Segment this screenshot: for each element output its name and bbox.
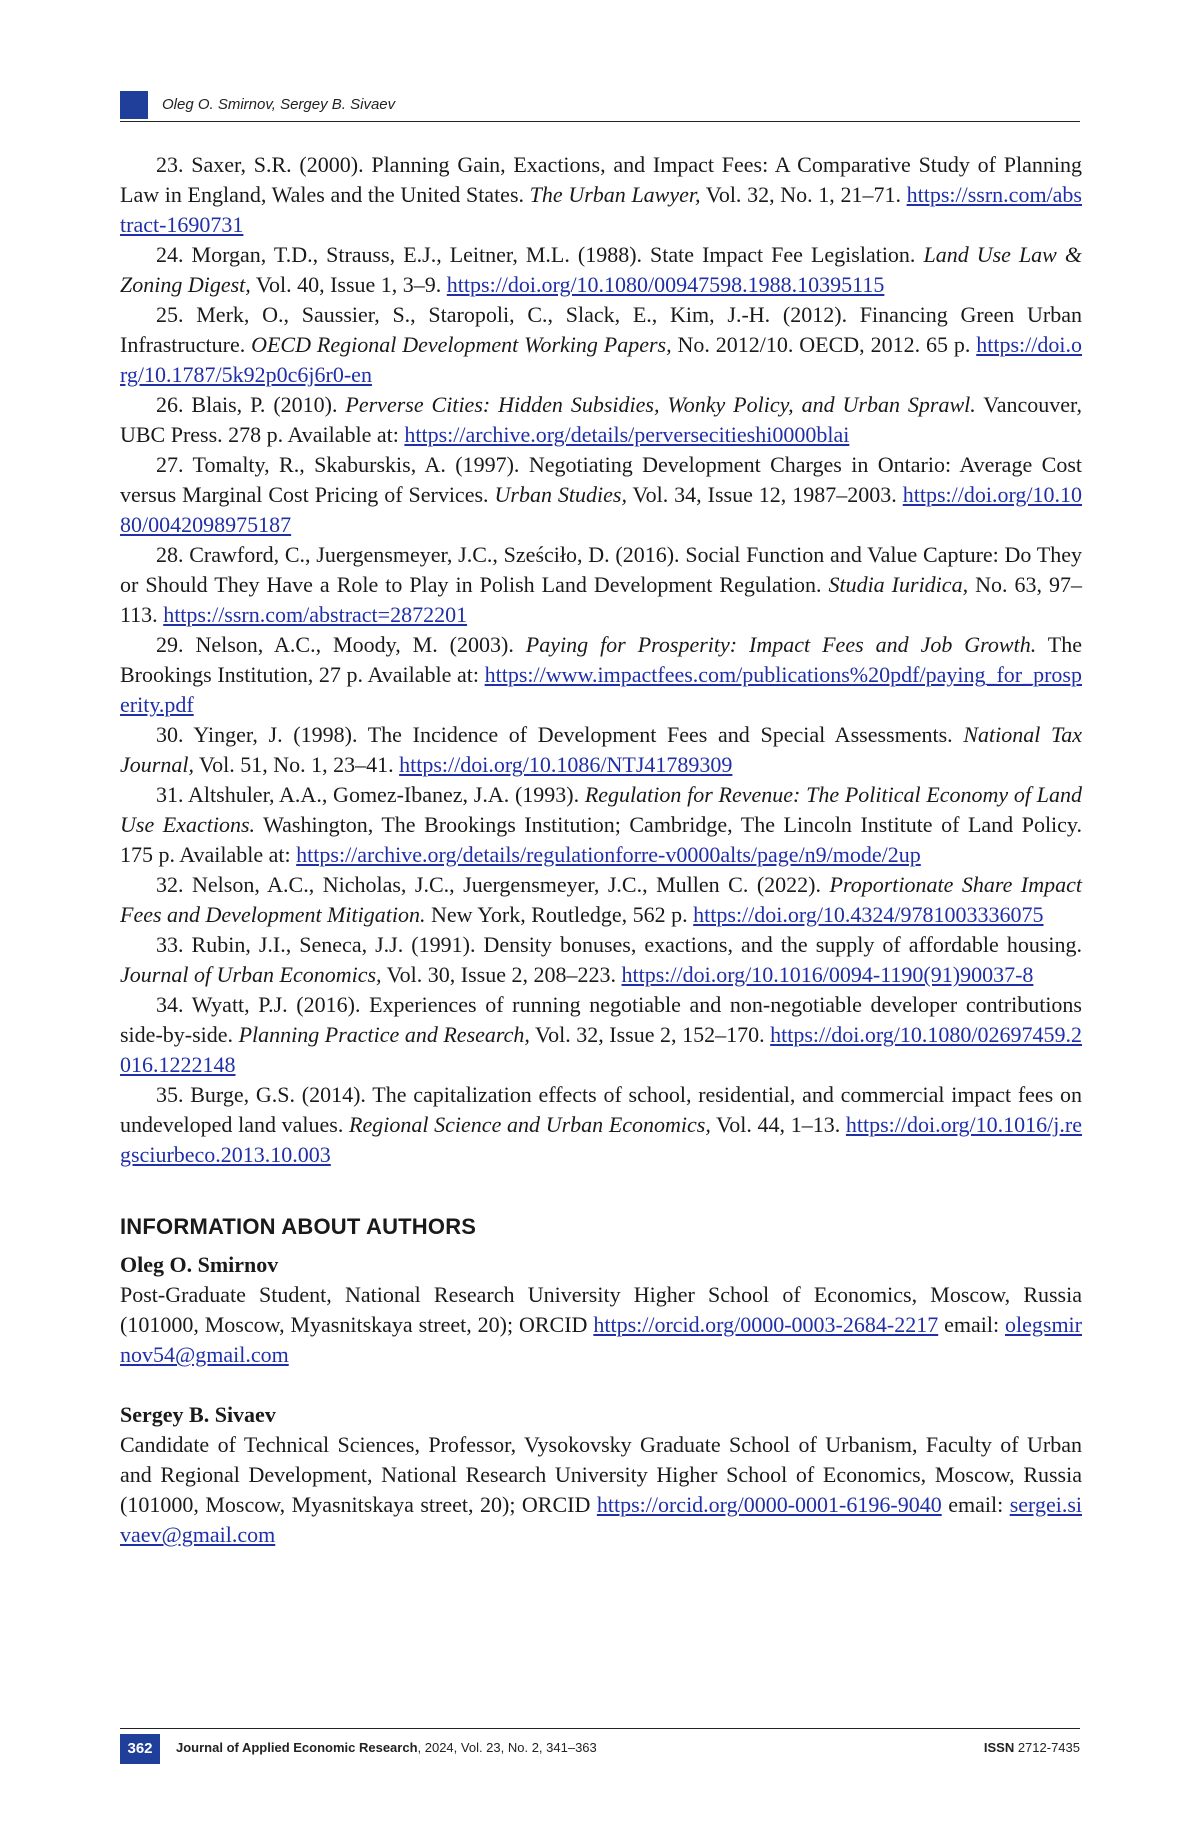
journal-citation (176, 1740, 597, 1755)
author-email-link[interactable]: olegsmirnov54@gmail.com (120, 1312, 1082, 1367)
ref-text: Saxer, S.R. (2000). Planning Gain, Exactions, and Impact Fees: A Comparative Study of Planning Law in England, Wales and the United States. (120, 152, 1082, 207)
header-authors: Oleg O. Smirnov, Sergey B. Sivaev (162, 96, 395, 113)
ref-number: 26. (156, 392, 184, 417)
reference-entry (120, 300, 1082, 390)
ref-details: Vol. 30, Issue 2, 208–223. (382, 962, 622, 987)
reference-entry (120, 450, 1082, 540)
ref-source: Regulation for Revenue: The Political Economy of Land Use Exactions. (120, 782, 1082, 837)
ref-source: Planning Practice and Research, (239, 1022, 530, 1047)
reference-entry (120, 1080, 1082, 1170)
ref-source: Regional Science and Urban Economics, (349, 1112, 711, 1137)
author-email-link[interactable]: sergei.sivaev@gmail.com (120, 1492, 1082, 1547)
ref-link[interactable]: https://doi.org/10.1787/5k92p0c6j6r0-en (120, 332, 1082, 387)
reference-entry (120, 540, 1082, 630)
issn (984, 1740, 1080, 1755)
author-block (120, 1400, 1082, 1550)
ref-text: Yinger, J. (1998). The Incidence of Development Fees and Special Assessments. (184, 722, 964, 747)
page-number: 362 (120, 1734, 160, 1764)
ref-link[interactable]: https://doi.org/10.1086/NTJ41789309 (399, 752, 732, 777)
ref-details: Vancouver, UBC Press. 278 p. Available at: (120, 392, 1082, 447)
reference-entry (120, 990, 1082, 1080)
ref-number: 32. (156, 872, 184, 897)
ref-link[interactable]: https://www.impactfees.com/publications%20pdf/paying_for_prosperity.pdf (120, 662, 1082, 717)
reference-entry (120, 780, 1082, 870)
ref-number: 23. (156, 152, 184, 177)
ref-text: Rubin, J.I., Seneca, J.J. (1991). Density bonuses, exactions, and the supply of affordable housing. (184, 932, 1083, 957)
author-affiliation (120, 1430, 1082, 1550)
ref-text: Morgan, T.D., Strauss, E.J., Leitner, M.L. (1988). State Impact Fee Legislation. (184, 242, 924, 267)
journal-name: Journal of Applied Economic Research (176, 1740, 418, 1755)
ref-link[interactable]: https://doi.org/10.1080/0042098975187 (120, 482, 1082, 537)
ref-link[interactable]: https://doi.org/10.4324/9781003336075 (693, 902, 1043, 927)
ref-text: Tomalty, R., Skaburskis, A. (1997). Negotiating Development Charges in Ontario: Average Cost versus Marginal Cost Pricing of Services. (120, 452, 1082, 507)
ref-details: Vol. 32, No. 1, 21–71. (701, 182, 907, 207)
reference-entry (120, 720, 1082, 780)
reference-entry (120, 150, 1082, 240)
author-orcid-link[interactable]: https://orcid.org/0000-0001-6196-9040 (597, 1492, 942, 1517)
ref-text: Altshuler, A.A., Gomez-Ibanez, J.A. (1993). (184, 782, 585, 807)
reference-entry (120, 870, 1082, 930)
ref-source: OECD Regional Development Working Papers, (251, 332, 672, 357)
ref-link[interactable]: https://doi.org/10.1016/j.regsciurbeco.2013.10.003 (120, 1112, 1082, 1167)
author-affiliation-text: Post-Graduate Student, National Research University Higher School of Economics, Moscow, Russia (101000, Moscow, Myasnitskaya street, 20); ORCID (120, 1282, 1082, 1337)
ref-number: 31. (156, 782, 184, 807)
ref-details: Washington, The Brookings Institution; Cambridge, The Lincoln Institute of Land Policy. 175 p. Available at: (120, 812, 1082, 867)
author-affiliation-text: Candidate of Technical Sciences, Professor, Vysokovsky Graduate School of Urbanism, Faculty of Urban and Regional Development, National Research University Higher School of Economics, Moscow, Russia (101000, Moscow, Myasnitskaya street, 20); ORCID (120, 1432, 1082, 1517)
author-block (120, 1250, 1082, 1370)
page-footer (120, 1728, 1080, 1761)
ref-details: Vol. 51, No. 1, 23–41. (194, 752, 399, 777)
ref-number: 24. (156, 242, 184, 267)
author-orcid-link[interactable]: https://orcid.org/0000-0003-2684-2217 (593, 1312, 938, 1337)
ref-source: Studia Iuridica, (828, 572, 968, 597)
issn-label: ISSN (984, 1740, 1014, 1755)
ref-source: The Urban Lawyer, (530, 182, 701, 207)
ref-link[interactable]: https://ssrn.com/abstract=2872201 (163, 602, 467, 627)
ref-link[interactable]: https://doi.org/10.1080/02697459.2016.1222148 (120, 1022, 1082, 1077)
ref-details: New York, Routledge, 562 p. (425, 902, 693, 927)
ref-number: 34. (156, 992, 184, 1017)
author-name: Oleg O. Smirnov (120, 1250, 1082, 1280)
running-header (120, 91, 1080, 122)
author-affiliation (120, 1280, 1082, 1370)
reference-entry (120, 240, 1082, 300)
ref-link[interactable]: https://archive.org/details/regulationforre-v0000alts/page/n9/mode/2up (296, 842, 921, 867)
ref-details: Vol. 32, Issue 2, 152–170. (530, 1022, 770, 1047)
ref-text: Crawford, C., Juergensmeyer, J.C., Sześciło, D. (2016). Social Function and Value Capture: Do They or Should They Have a Role to Play in Polish Land Development Regulation. (120, 542, 1082, 597)
ref-text: Wyatt, P.J. (2016). Experiences of running negotiable and non-negotiable developer contributions side-by-side. (120, 992, 1082, 1047)
ref-number: 30. (156, 722, 184, 747)
author-name: Sergey B. Sivaev (120, 1400, 1082, 1430)
ref-text: Merk, O., Saussier, S., Staropoli, C., Slack, E., Kim, J.-H. (2012). Financing Green Urban Infrastructure. (120, 302, 1082, 357)
ref-source: Land Use Law & Zoning Digest, (120, 242, 1082, 297)
authors-section-heading: INFORMATION ABOUT AUTHORS (120, 1214, 1082, 1240)
ref-source: Paying for Prosperity: Impact Fees and Job Growth. (526, 632, 1036, 657)
ref-link[interactable]: https://ssrn.com/abstract-1690731 (120, 182, 1082, 237)
ref-link[interactable]: https://archive.org/details/perversecitieshi0000blai (404, 422, 849, 447)
ref-number: 28. (156, 542, 184, 567)
ref-details: Vol. 34, Issue 12, 1987–2003. (627, 482, 903, 507)
email-label: email: (942, 1492, 1010, 1517)
reference-entry (120, 390, 1082, 450)
reference-entry (120, 930, 1082, 990)
ref-link[interactable]: https://doi.org/10.1080/00947598.1988.10395115 (447, 272, 885, 297)
journal-details: , 2024, Vol. 23, No. 2, 341–363 (418, 1740, 597, 1755)
ref-details: Vol. 44, 1–13. (711, 1112, 846, 1137)
ref-number: 33. (156, 932, 184, 957)
ref-source: National Tax Journal, (120, 722, 1082, 777)
ref-source: Journal of Urban Economics, (120, 962, 382, 987)
ref-source: Perverse Cities: Hidden Subsidies, Wonky Policy, and Urban Sprawl. (345, 392, 975, 417)
ref-details: The Brookings Institution, 27 p. Available at: (120, 632, 1082, 687)
header-accent-square (120, 91, 148, 119)
ref-number: 25. (156, 302, 184, 327)
ref-number: 35. (156, 1082, 184, 1107)
reference-list (120, 150, 1082, 1170)
email-label: email: (938, 1312, 1005, 1337)
ref-number: 29. (156, 632, 184, 657)
ref-details: No. 2012/10. OECD, 2012. 65 p. (672, 332, 977, 357)
ref-text: Nelson, A.C., Nicholas, J.C., Juergensmeyer, J.C., Mullen C. (2022). (184, 872, 830, 897)
ref-details: No. 63, 97–113. (120, 572, 1082, 627)
ref-text: Nelson, A.C., Moody, M. (2003). (184, 632, 526, 657)
ref-text: Burge, G.S. (2014). The capitalization effects of school, residential, and commercial impact fees on undeveloped land values. (120, 1082, 1082, 1137)
reference-entry (120, 630, 1082, 720)
issn-value: 2712-7435 (1014, 1740, 1080, 1755)
ref-text: Blais, P. (2010). (184, 392, 346, 417)
ref-details: Vol. 40, Issue 1, 3–9. (251, 272, 447, 297)
ref-source: Urban Studies, (495, 482, 627, 507)
ref-number: 27. (156, 452, 184, 477)
ref-link[interactable]: https://doi.org/10.1016/0094-1190(91)90037-8 (622, 962, 1034, 987)
ref-source: Proportionate Share Impact Fees and Development Mitigation. (120, 872, 1082, 927)
page-content (120, 150, 1082, 1550)
